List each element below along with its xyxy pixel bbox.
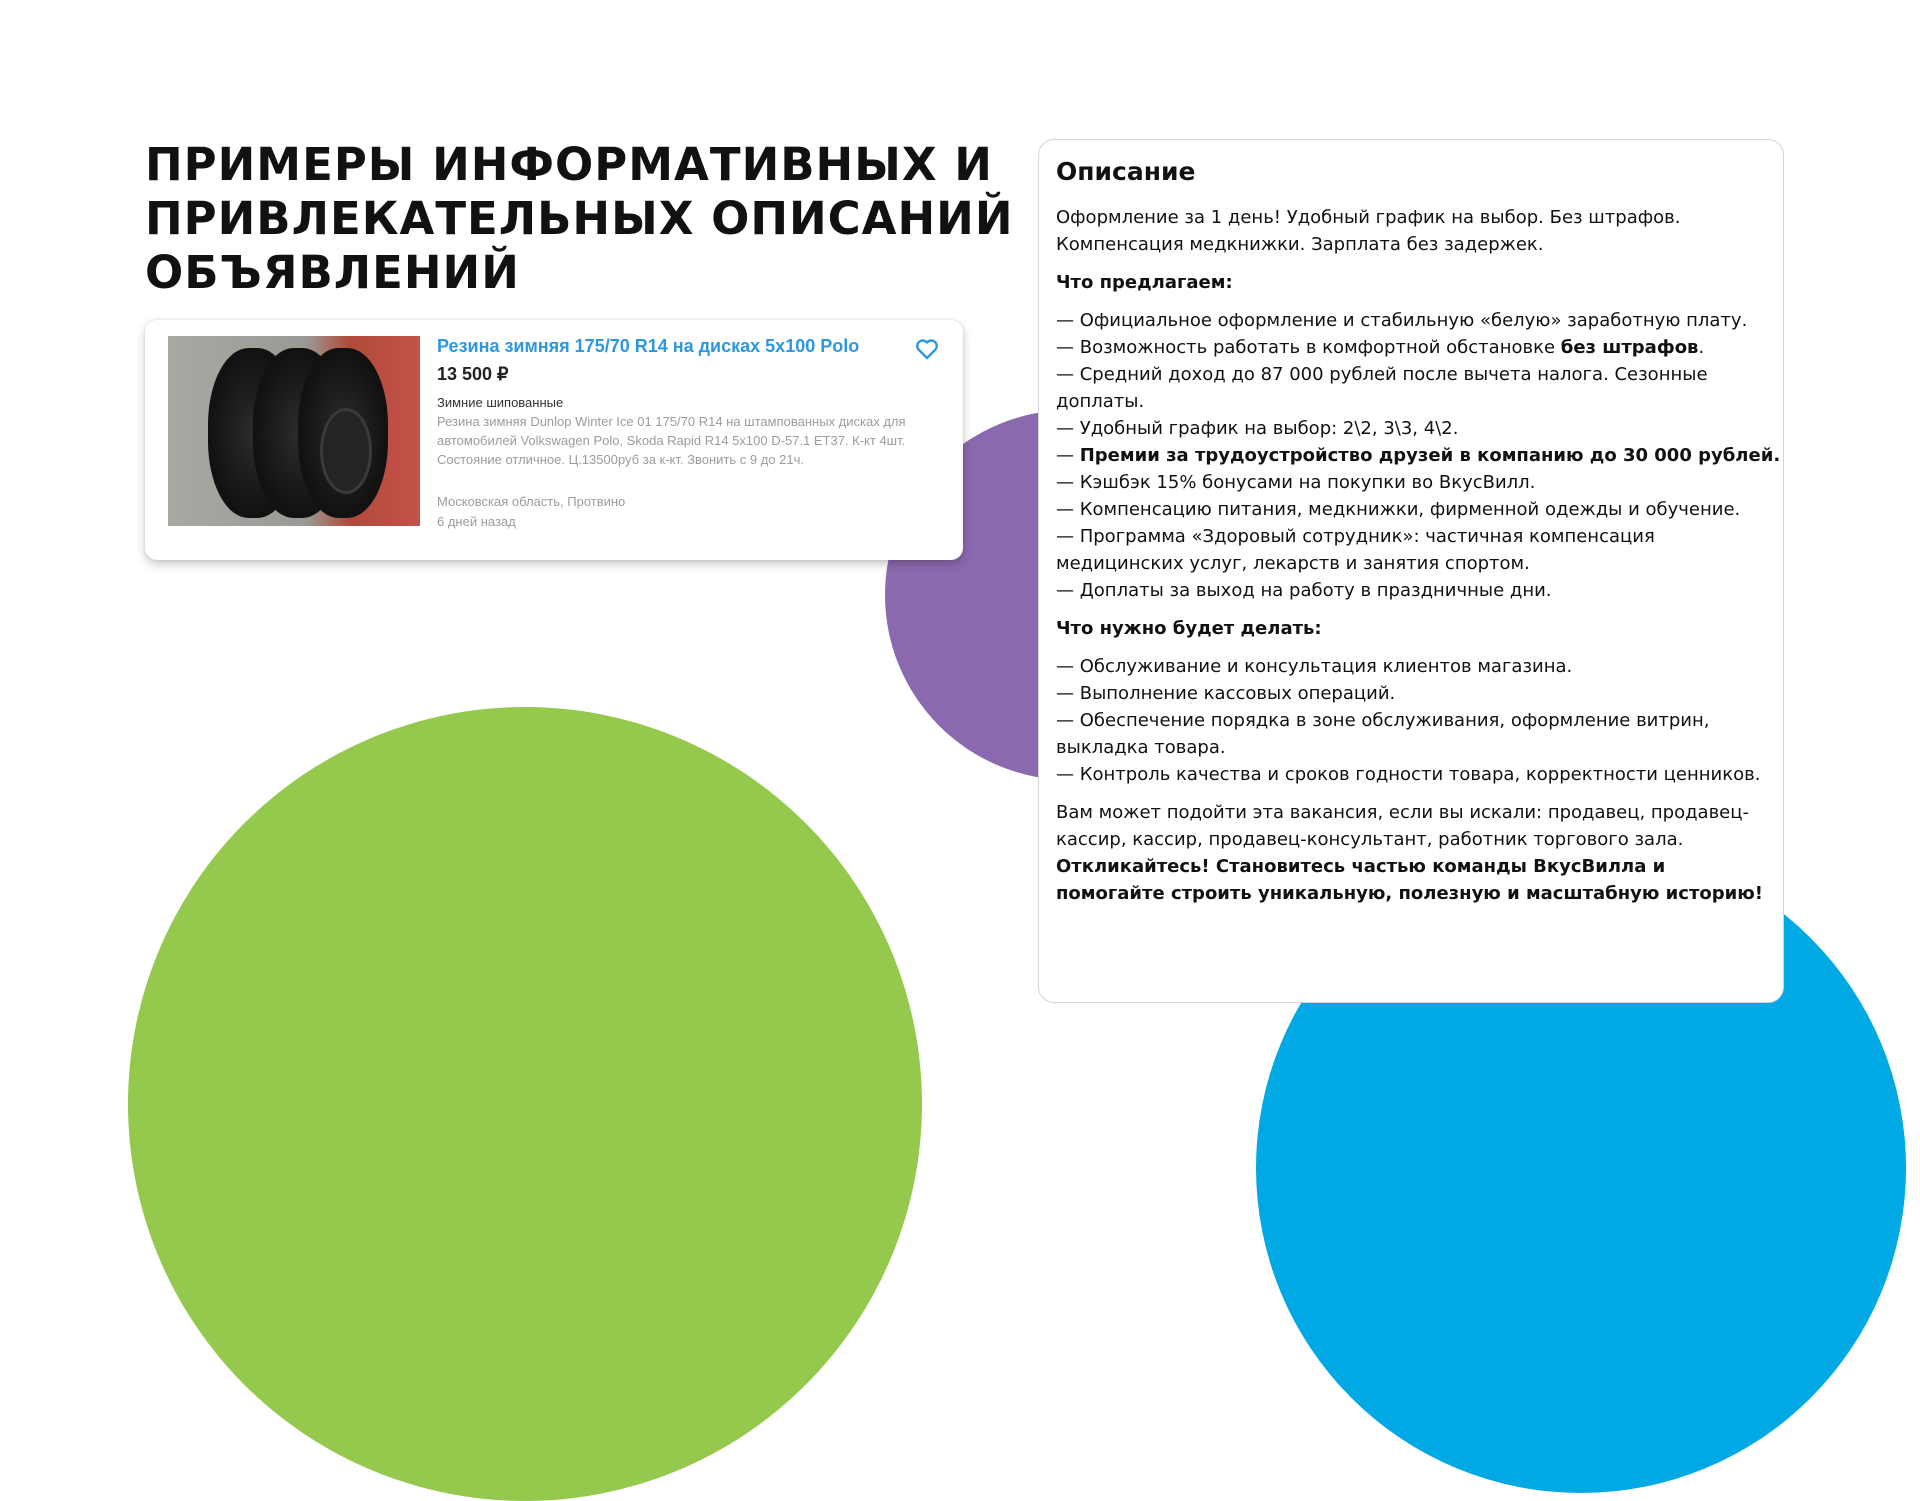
slide-title (145, 138, 1025, 300)
closing-text: Вам может подойти эта вакансия, если вы искали: продавец, продавец-кассир, кассир, продавец-консультант, работник торгового зала. (1056, 802, 1749, 850)
offer-item: — Компенсацию питания, медкнижки, фирменной одежды и обучение. (1056, 499, 1741, 520)
listing-photo[interactable] (168, 336, 420, 526)
description-card (1038, 139, 1784, 1003)
offer-item (1056, 442, 1783, 469)
task-item: — Обслуживание и консультация клиентов магазина. (1056, 656, 1573, 677)
slide-title-line-1: ПРИМЕРЫ ИНФОРМАТИВНЫХ И (145, 138, 993, 191)
slide-title-line-3: ОБЪЯВЛЕНИЙ (145, 246, 520, 299)
listing-card[interactable] (145, 320, 963, 560)
task-item: — Контроль качества и сроков годности товара, корректности ценников. (1056, 764, 1761, 785)
description-heading: Описание (1056, 157, 1196, 186)
listing-title-link[interactable]: Резина зимняя 175/70 R14 на дисках 5x100 Polo (437, 336, 860, 356)
task-item: — Выполнение кассовых операций. (1056, 683, 1396, 704)
offer-item: — Программа «Здоровый сотрудник»: частичная компенсация медицинских услуг, лекарств и занятия спортом. (1056, 526, 1655, 574)
offer-item: — Официальное оформление и стабильную «белую» заработную плату. (1056, 310, 1748, 331)
offer-item-text: — (1056, 445, 1080, 466)
offer-item: — Кэшбэк 15% бонусами на покупки во ВкусВилл. (1056, 472, 1536, 493)
description-intro: Оформление за 1 день! Удобный график на выбор. Без штрафов. Компенсация медкнижки. Зарплата без задержек. (1056, 207, 1681, 255)
offer-item-bold: без штрафов (1560, 337, 1699, 358)
offer-item: — Средний доход до 87 000 рублей после вычета налога. Сезонные доплаты. (1056, 364, 1708, 412)
tire-shape (298, 348, 388, 518)
offer-item-text: — Возможность работать в комфортной обстановке (1056, 337, 1561, 358)
slide-title-line-2: ПРИВЛЕКАТЕЛЬНЫХ ОПИСАНИЙ (145, 192, 1014, 245)
task-item: — Обеспечение порядка в зоне обслуживания, оформление витрин, выкладка товара. (1056, 710, 1710, 758)
rim-shape (320, 408, 372, 494)
offer-heading: Что предлагаем: (1056, 272, 1233, 293)
call-to-action: Откликайтесь! Становитесь частью команды ВкусВилла и помогайте строить уникальную, полезную и масштабную историю! (1056, 856, 1763, 904)
heart-icon[interactable] (915, 338, 939, 360)
offer-item: — Возможность работать в комфортной обстановке без штрафов. (1056, 337, 1705, 358)
listing-subtitle: Зимние шипованные (437, 395, 564, 410)
listing-price: 13 500 ₽ (437, 364, 509, 384)
listing-location: Московская область, Протвино (437, 494, 626, 509)
decor-circle-green (128, 707, 922, 1501)
offer-item: — Удобный график на выбор: 2\2, 3\3, 4\2. (1056, 418, 1459, 439)
offer-item-bold: Премии за трудоустройство друзей в компанию до 30 000 рублей. (1079, 445, 1781, 466)
listing-date: 6 дней назад (437, 514, 516, 529)
listing-description: Резина зимняя Dunlop Winter Ice 01 175/70 R14 на штампованных дисках для автомобилей Volkswagen Polo, Skoda Rapid R14 5x100 D-57.1 ET37. К-кт 4шт. Состояние отличное. Ц.13500руб за к-кт. Звонить с 9 до 21ч. (437, 414, 906, 467)
tasks-heading: Что нужно будет делать: (1056, 618, 1322, 639)
offer-item: — Доплаты за выход на работу в праздничные дни. (1056, 580, 1552, 601)
